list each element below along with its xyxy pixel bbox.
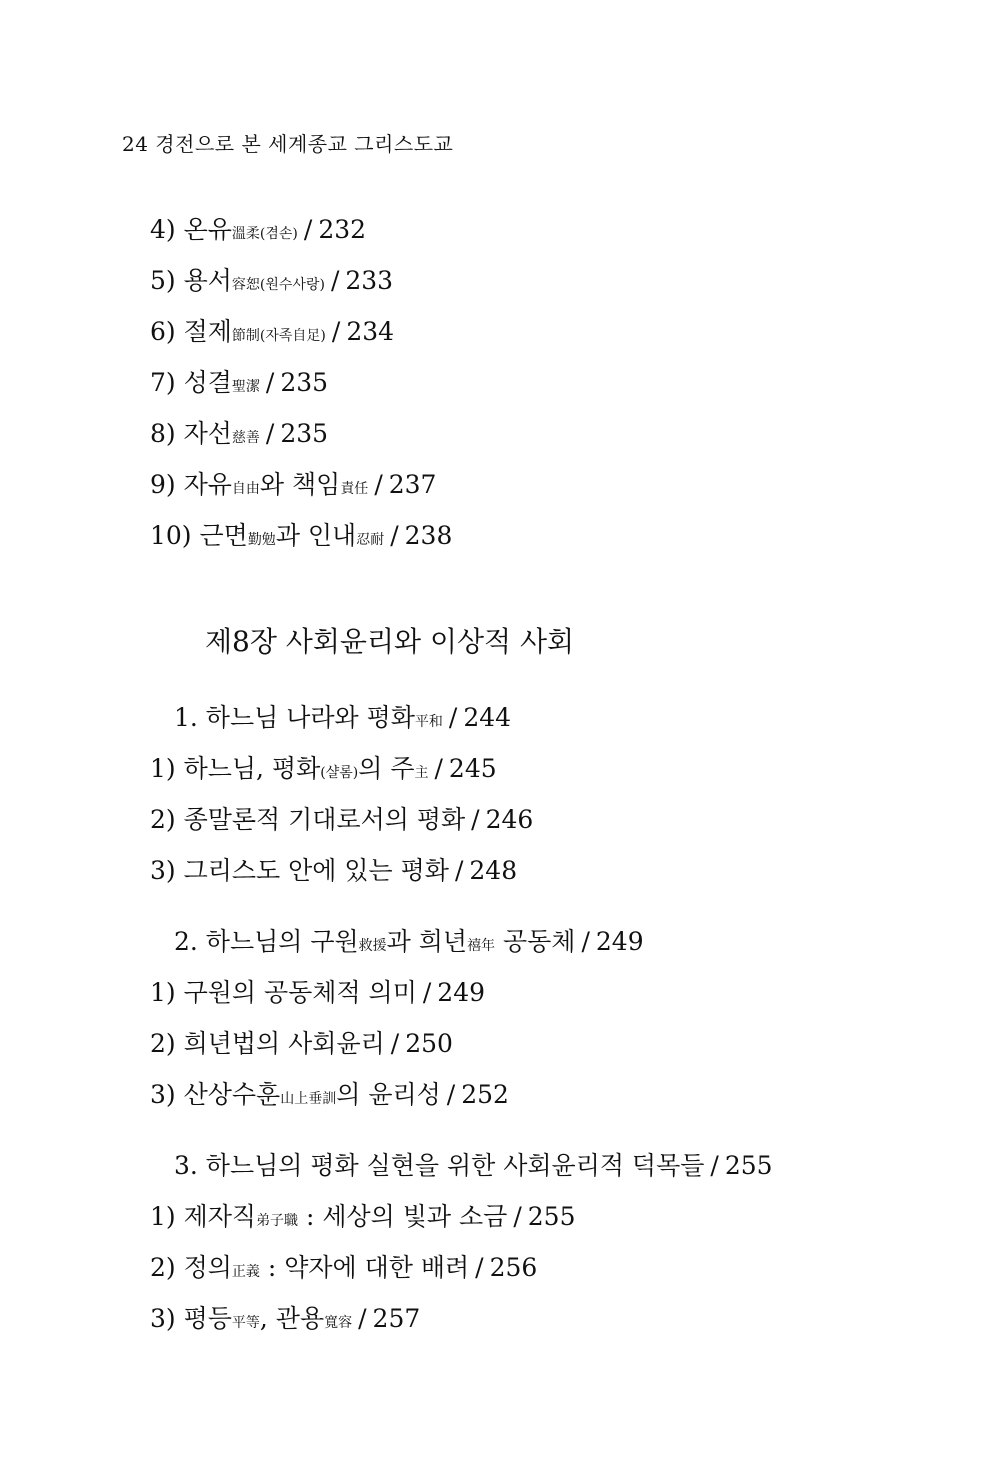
- entry-separator: /: [475, 1253, 484, 1282]
- entry-label: 5) 용서: [150, 266, 232, 295]
- entry-page: 250: [405, 1029, 453, 1058]
- toc-entry: [150, 1299, 420, 1335]
- entry-label-continued: , 관용: [259, 1304, 325, 1333]
- entry-label-continued: 의 주: [358, 754, 415, 783]
- entry-label-continued: : 약자에 대한 배려: [259, 1253, 470, 1282]
- entry-label-tail: 공동체: [495, 927, 576, 956]
- page-header: 24 경전으로 본 세계종교 그리스도교: [122, 132, 454, 156]
- entry-hanja: 容恕(원수사랑): [231, 277, 325, 293]
- entry-page: 255: [724, 1151, 773, 1180]
- toc-entry: [150, 363, 328, 399]
- entry-page: 249: [437, 978, 486, 1007]
- entry-separator: /: [330, 266, 340, 295]
- entry-page: 234: [346, 317, 395, 346]
- entry-hanja-second: 責任: [340, 481, 369, 497]
- entry-label: 10) 근면: [150, 521, 248, 550]
- entry-hanja: 弟子職: [256, 1213, 299, 1229]
- toc-entry: [150, 800, 533, 836]
- entry-hanja-second: 寬容: [324, 1315, 353, 1331]
- entry-page: 235: [280, 419, 329, 448]
- entry-separator: /: [448, 703, 458, 732]
- toc-entry: [150, 749, 497, 785]
- entry-page: 249: [595, 927, 644, 956]
- entry-page: 252: [461, 1080, 509, 1109]
- entry-hanja-second: 主: [414, 765, 429, 781]
- entry-hanja: 山上垂訓: [280, 1091, 337, 1107]
- entry-label-continued: 와 책임: [259, 470, 341, 499]
- entry-separator: /: [374, 470, 383, 499]
- toc-entry: [150, 1024, 453, 1060]
- entry-page: 246: [485, 805, 534, 834]
- entry-page: 238: [404, 521, 453, 550]
- entry-hanja: 溫柔(겸손): [231, 226, 298, 242]
- entry-separator: /: [390, 521, 399, 550]
- entry-separator: /: [265, 419, 275, 448]
- entry-label: 3) 산상수훈: [150, 1080, 281, 1109]
- entry-label: 2) 정의: [150, 1253, 232, 1282]
- entry-label: 3. 하느님의 평화 실현을 위한 사회윤리적 덕목들: [174, 1151, 705, 1180]
- entry-page: 255: [527, 1202, 576, 1231]
- entry-hanja: 聖潔: [231, 379, 260, 395]
- entry-hanja: 正義: [231, 1264, 260, 1280]
- toc-entry: [150, 851, 517, 887]
- entry-separator: /: [454, 856, 464, 885]
- entry-separator: /: [422, 978, 432, 1007]
- toc-entry: [150, 210, 366, 246]
- entry-hanja: 節制(자족自足): [231, 328, 326, 344]
- entry-label: 1. 하느님 나라와 평화: [174, 703, 415, 732]
- entry-separator: /: [265, 368, 275, 397]
- toc-entry: [150, 414, 328, 450]
- entry-label: 7) 성결: [150, 368, 232, 397]
- entry-separator: /: [331, 317, 341, 346]
- entry-label: 3) 평등: [150, 1304, 232, 1333]
- entry-hanja: 平和: [414, 714, 443, 730]
- entry-separator: /: [446, 1080, 456, 1109]
- entry-page: 248: [469, 856, 518, 885]
- entry-label: 9) 자유: [150, 470, 232, 499]
- entry-label-continued: 과 희년: [386, 927, 468, 956]
- entry-hanja: 救援: [358, 938, 387, 954]
- entry-separator: /: [513, 1202, 522, 1231]
- toc-entry: [150, 516, 452, 552]
- entry-page: 233: [345, 266, 394, 295]
- toc-entry: [150, 1197, 575, 1233]
- entry-hanja-second: 忍耐: [356, 532, 385, 548]
- entry-page: 232: [318, 215, 367, 244]
- entry-label: 2) 종말론적 기대로서의 평화: [150, 805, 466, 834]
- entry-label: 4) 온유: [150, 215, 232, 244]
- entry-separator: /: [390, 1029, 400, 1058]
- entry-hanja: 自由: [231, 481, 260, 497]
- entry-page: 237: [388, 470, 437, 499]
- toc-entry: [150, 261, 393, 297]
- section-heading: [174, 1146, 773, 1182]
- entry-label-continued: 과 인내: [275, 521, 357, 550]
- chapter-title: 제8장 사회윤리와 이상적 사회: [205, 625, 575, 658]
- entry-separator: /: [471, 805, 480, 834]
- entry-label-continued: : 세상의 빛과 소금: [298, 1202, 508, 1231]
- section-heading: [174, 922, 644, 958]
- entry-page: 235: [280, 368, 329, 397]
- entry-label: 1) 하느님, 평화: [150, 754, 321, 783]
- entry-label: 2) 희년법의 사회윤리: [150, 1029, 385, 1058]
- toc-entry: [150, 465, 436, 501]
- toc-entry: [150, 1075, 509, 1111]
- toc-entry: [150, 973, 485, 1009]
- entry-separator: /: [303, 215, 313, 244]
- toc-entry: [150, 1248, 537, 1284]
- toc-entry: [150, 312, 394, 348]
- entry-hanja: 平等: [231, 1315, 260, 1331]
- entry-label: 6) 절제: [150, 317, 232, 346]
- entry-page: 245: [448, 754, 497, 783]
- entry-page: 256: [489, 1253, 538, 1282]
- entry-hanja: 慈善: [231, 430, 260, 446]
- entry-label: 1) 구원의 공동체적 의미: [150, 978, 417, 1007]
- entry-hanja-second: 禧年: [467, 938, 496, 954]
- entry-separator: /: [710, 1151, 719, 1180]
- entry-label-continued: 의 윤리성: [336, 1080, 441, 1109]
- entry-hanja: (샬롬): [320, 765, 359, 781]
- entry-hanja: 勤勉: [247, 532, 276, 548]
- entry-page: 244: [463, 703, 512, 732]
- entry-separator: /: [358, 1304, 367, 1333]
- entry-separator: /: [581, 927, 590, 956]
- entry-label: 8) 자선: [150, 419, 232, 448]
- entry-page: 257: [372, 1304, 421, 1333]
- entry-label: 1) 제자직: [150, 1202, 257, 1231]
- entry-label: 3) 그리스도 안에 있는 평화: [150, 856, 449, 885]
- entry-separator: /: [434, 754, 443, 783]
- section-heading: [174, 698, 511, 734]
- entry-label: 2. 하느님의 구원: [174, 927, 359, 956]
